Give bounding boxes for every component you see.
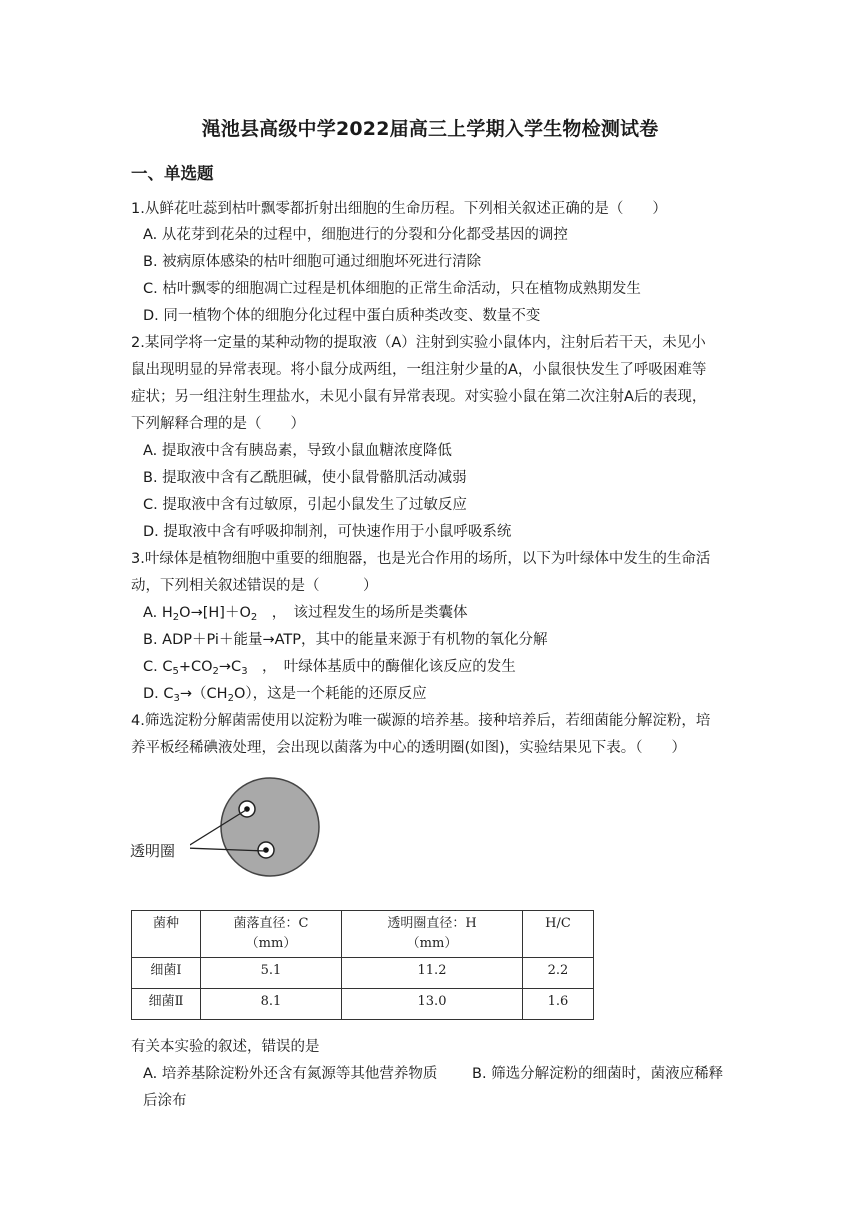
question-3-option-b: B. ADP＋Pi＋能量→ATP，其中的能量来源于有机物的氧化分解 bbox=[143, 632, 548, 648]
table-header-cell: 菌落直径：C （mm） bbox=[201, 911, 342, 958]
question-2-stem-line: 2.某同学将一定量的某种动物的提取液（A）注射到实验小鼠体内，注射后若干天，未见小 bbox=[131, 335, 706, 351]
question-2-option-b: B. 提取液中含有乙酰胆碱，使小鼠骨骼肌活动减弱 bbox=[143, 470, 467, 486]
figure-label: 透明圈 bbox=[130, 842, 176, 860]
question-1-option-c: C. 枯叶飘零的细胞凋亡过程是机体细胞的正常生命活动，只在植物成熟期发生 bbox=[143, 281, 641, 297]
question-2-stem-line: 症状；另一组注射生理盐水，未见小鼠有异常表现。对实验小鼠在第二次注射A后的表现， bbox=[131, 389, 707, 405]
question-4-option-b: B. 筛选分解淀粉的细菌时，菌液应稀释 bbox=[472, 1066, 724, 1082]
question-4-stem-line: 养平板经稀碘液处理，会出现以菌落为中心的透明圈(如图)，实验结果见下表。（ ） bbox=[131, 740, 687, 756]
results-table bbox=[131, 910, 594, 1020]
table-cell: 细菌Ⅱ bbox=[132, 989, 201, 1020]
question-4-option-a: A. 培养基除淀粉外还含有氮源等其他营养物质 bbox=[143, 1066, 438, 1082]
table-cell: 2.2 bbox=[523, 958, 594, 989]
table-cell: 细菌Ⅰ bbox=[132, 958, 201, 989]
question-3-option-d: D. $C_3\to(CH_2O)$，这是一个耗能的还原反应 bbox=[143, 686, 427, 704]
table-cell: 13.0 bbox=[342, 989, 523, 1020]
section-title: 一、单选题 bbox=[131, 164, 214, 183]
table-header-cell: H/C bbox=[523, 911, 594, 958]
page-title: 渑池县高级中学2022届高三上学期入学生物检测试卷 bbox=[201, 118, 659, 140]
table-cell: 1.6 bbox=[523, 989, 594, 1020]
question-1-option-d: D. 同一植物个体的细胞分化过程中蛋白质种类改变、数量不变 bbox=[143, 308, 541, 324]
culture-plate-figure bbox=[190, 775, 340, 880]
question-2-option-d: D. 提取液中含有呼吸抑制剂，可快速作用于小鼠呼吸系统 bbox=[143, 524, 512, 540]
table-cell: 8.1 bbox=[201, 989, 342, 1020]
question-3-stem-line: 3.叶绿体是植物细胞中重要的细胞器，也是光合作用的场所，以下为叶绿体中发生的生命活 bbox=[131, 551, 711, 567]
table-header-cell: 透明圈直径：H （mm） bbox=[342, 911, 523, 958]
question-2-option-a: A. 提取液中含有胰岛素，导致小鼠血糖浓度降低 bbox=[143, 443, 452, 459]
question-4-stem-line: 4.筛选淀粉分解菌需使用以淀粉为唯一碳源的培养基。接种培养后，若细菌能分解淀粉，培 bbox=[131, 713, 711, 729]
question-1-option-a: A. 从花芽到花朵的过程中，细胞进行的分裂和分化都受基因的调控 bbox=[143, 227, 568, 243]
table-cell: 5.1 bbox=[201, 958, 342, 989]
table-cell: 11.2 bbox=[342, 958, 523, 989]
question-1-option-b: B. 被病原体感染的枯叶细胞可通过细胞坏死进行清除 bbox=[143, 254, 482, 270]
question-2-stem-line: 鼠出现明显的异常表现。将小鼠分成两组，一组注射少量的A，小鼠很快发生了呼吸困难等 bbox=[131, 362, 707, 378]
table-row bbox=[132, 989, 594, 1020]
question-3-stem-line: 动，下列相关叙述错误的是（ ） bbox=[131, 578, 378, 594]
question-4-prompt: 有关本实验的叙述，错误的是 bbox=[131, 1039, 320, 1055]
question-3-option-a: A. $H_2O\to[H]+O_2$ ， 该过程发生的场所是类囊体 bbox=[143, 605, 468, 623]
question-2-stem-line: 下列解释合理的是（ ） bbox=[131, 416, 305, 432]
question-1-stem: 1.从鲜花吐蕊到枯叶飘零都折射出细胞的生命历程。下列相关叙述正确的是（ ） bbox=[131, 201, 667, 217]
table-header-row bbox=[132, 911, 594, 958]
question-2-option-c: C. 提取液中含有过敏原，引起小鼠发生了过敏反应 bbox=[143, 497, 467, 513]
question-4-option-b-continued: 后涂布 bbox=[143, 1093, 187, 1109]
plate-circle bbox=[221, 778, 319, 876]
table-header-cell: 菌种 bbox=[132, 911, 201, 958]
question-3-option-c: C. $C_5+CO_2\to C_3$ ， 叶绿体基质中的酶催化该反应的发生 bbox=[143, 659, 516, 677]
colony-2 bbox=[263, 847, 269, 853]
table-row bbox=[132, 958, 594, 989]
